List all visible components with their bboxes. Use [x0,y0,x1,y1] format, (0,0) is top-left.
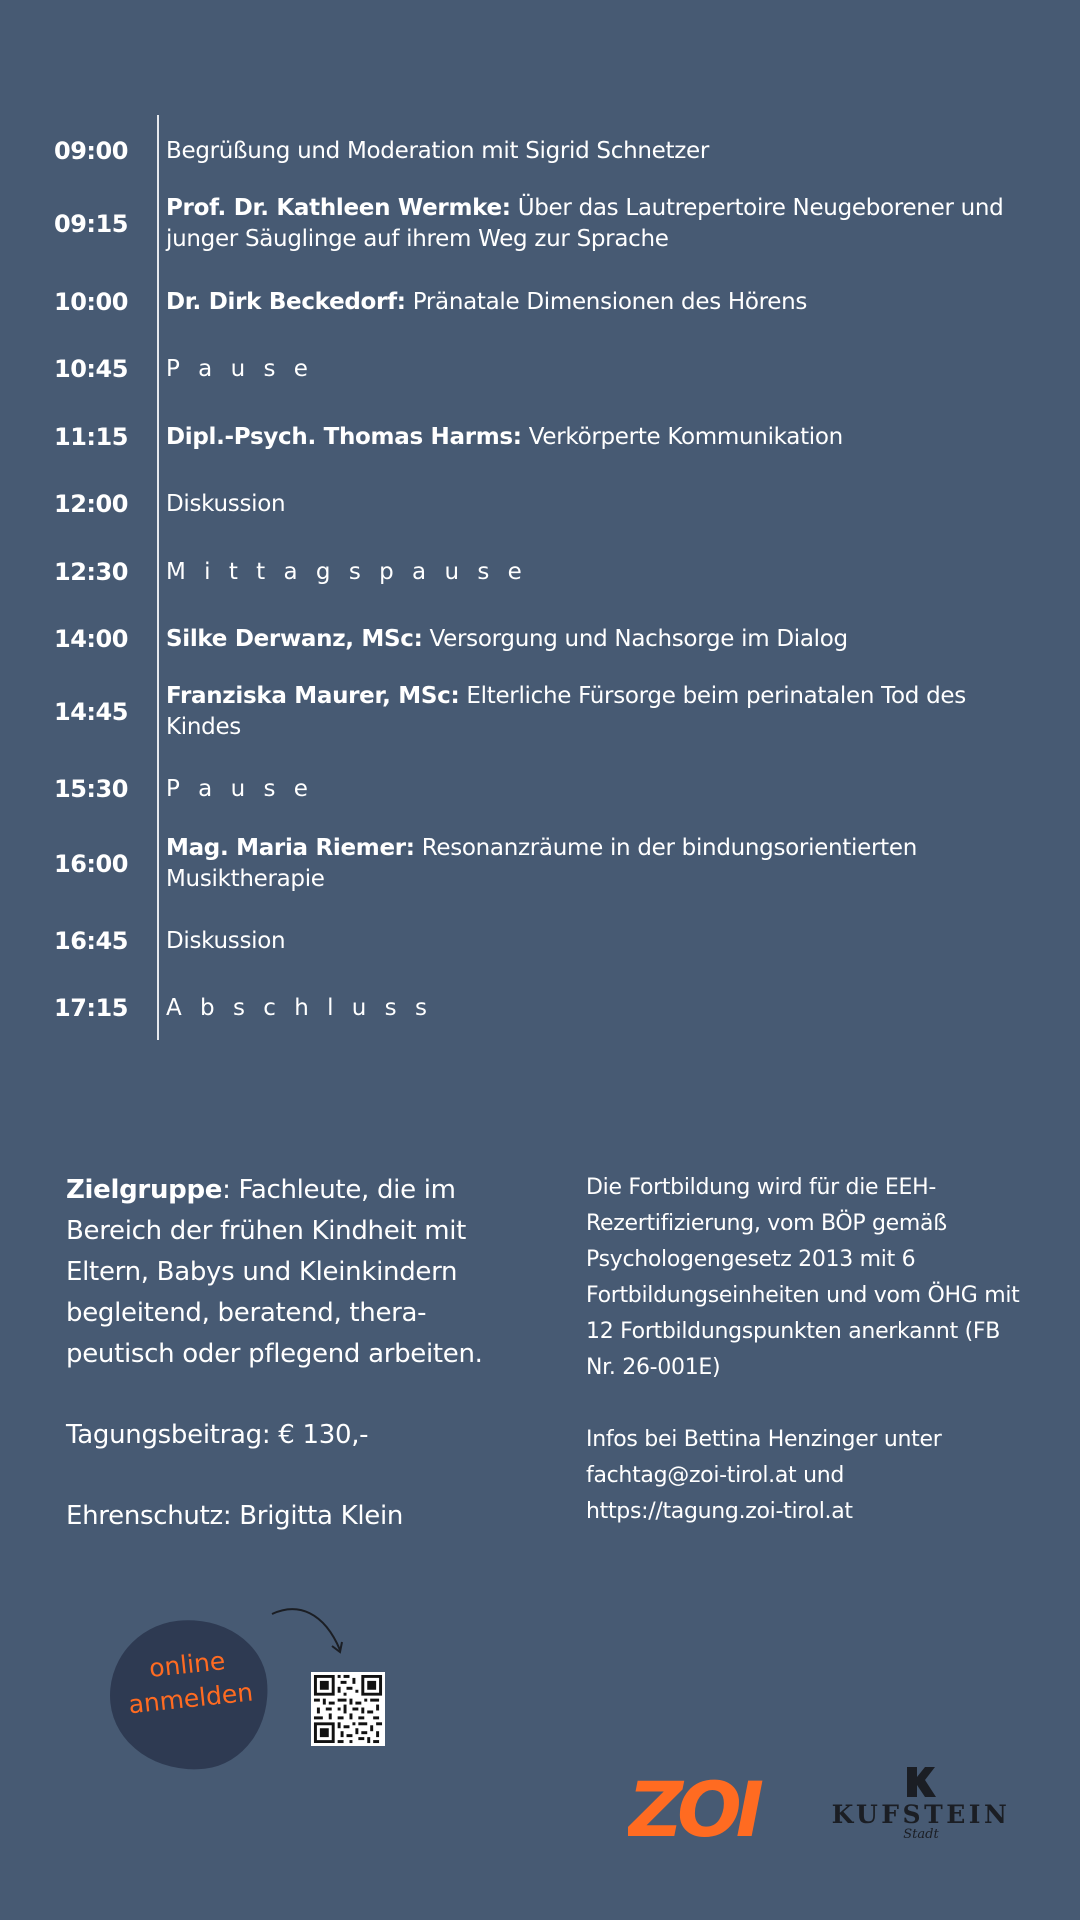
schedule-row [0,351,1080,387]
time: 09:00 [54,137,128,165]
schedule-row [0,486,1080,522]
curved-arrow-icon [268,1606,348,1676]
qr-code-icon [311,1672,385,1746]
entry-text: Diskussion [166,927,286,954]
entry [166,193,1026,255]
entry [166,993,1026,1024]
kufstein-name: KUFSTEIN [831,1800,1011,1829]
entry [166,422,1026,453]
schedule-row [0,990,1080,1026]
schedule-row [0,133,1080,169]
qr-code[interactable] [311,1672,385,1746]
entry-text: P a u s e [166,775,314,802]
time: 11:15 [54,423,128,451]
target-group-text: : Fachleute, die im Bereich der frühen Kindheit mit Eltern, Babys und Kleinkindern begleitend, beratend, thera-peutisch oder pflegend arbeiten. [66,1175,483,1369]
schedule [0,115,1080,1040]
patronage: Ehrenschutz: Brigitta Klein [66,1501,404,1531]
entry [166,557,1026,588]
time: 12:00 [54,490,128,518]
time: 14:00 [54,625,128,653]
entry [166,287,1026,318]
entry-text: Diskussion [166,490,286,517]
entry [166,833,1026,895]
schedule-row [0,419,1080,455]
entry-text: Pränatale Dimensionen des Hörens [405,288,808,315]
time: 10:45 [54,355,128,383]
entry-text: M i t t a g s p a u s e [166,558,528,585]
entry-text: Resonanzräume in der bindungsorientierten Musiktherapie [166,835,917,892]
time: 10:00 [54,288,128,316]
kufstein-k-icon [903,1766,939,1798]
schedule-row [0,621,1080,657]
speaker: Silke Derwanz, MSc: [166,625,423,652]
info-left [66,1170,506,1537]
schedule-row [0,681,1080,743]
entry [166,136,1026,167]
speaker: Prof. Dr. Kathleen Wermke: [166,195,511,221]
time: 17:15 [54,994,128,1022]
time: 12:30 [54,558,128,586]
time: 09:15 [54,210,128,238]
entry-text: A b s c h l u s s [166,994,433,1021]
certification-text: Die Fortbildung wird für die EEH-Rezertifizierung, vom BÖP gemäß Psychologengesetz 2013 mit 6 Fortbildungseinheiten und vom ÖHG mit 12 Fortbildungspunkten anerkannt (FB Nr. 26-001E) [586,1175,1020,1380]
schedule-row [0,923,1080,959]
speaker: Dr. Dirk Beckedorf: [166,288,406,315]
zoi-logo-text: ZOI [628,1774,758,1846]
entry [166,774,1026,805]
speaker: Franziska Maurer, MSc: [166,683,460,709]
time: 16:00 [54,850,128,878]
register-label-line2: anmelden [127,1677,255,1720]
kufstein-logo [818,1766,1024,1842]
entry [166,489,1026,520]
speaker: Mag. Maria Riemer: [166,835,415,861]
conference-fee: Tagungsbeitrag: € 130,- [66,1420,369,1450]
entry-text: Über das Lautrepertoire Neugeborener und junger Säuglinge auf ihrem Weg zur Sprache [166,195,1004,252]
entry-text: P a u s e [166,355,314,382]
time: 14:45 [54,698,128,726]
kufstein-subtitle: Stadt [903,1827,939,1842]
schedule-row [0,554,1080,590]
schedule-row [0,193,1080,255]
entry [166,926,1026,957]
contact-line: Infos bei Bettina Henzinger unter [586,1427,942,1452]
schedule-row [0,771,1080,807]
time: 16:45 [54,927,128,955]
contact-url[interactable]: https://tagung.zoi-tirol.at [586,1499,853,1524]
target-group [66,1170,506,1375]
schedule-row [0,284,1080,320]
contact-email[interactable]: fachtag@zoi-tirol.at und [586,1463,845,1488]
entry [166,624,1026,655]
time: 15:30 [54,775,128,803]
schedule-row [0,833,1080,895]
entry-text: Begrüßung und Moderation mit Sigrid Schnetzer [166,137,709,164]
entry-text: Elterliche Fürsorge beim perinatalen Tod des Kindes [166,683,966,740]
register-label-line1: online [147,1646,227,1684]
entry [166,354,1026,385]
entry [166,681,1026,743]
speaker: Dipl.-Psych. Thomas Harms: [166,423,522,450]
target-group-label: Zielgruppe [66,1175,223,1205]
info-right [586,1170,1026,1530]
entry-text: Verkörperte Kommunikation [521,423,843,450]
zoi-logo [628,1774,768,1846]
entry-text: Versorgung und Nachsorge im Dialog [422,625,848,652]
